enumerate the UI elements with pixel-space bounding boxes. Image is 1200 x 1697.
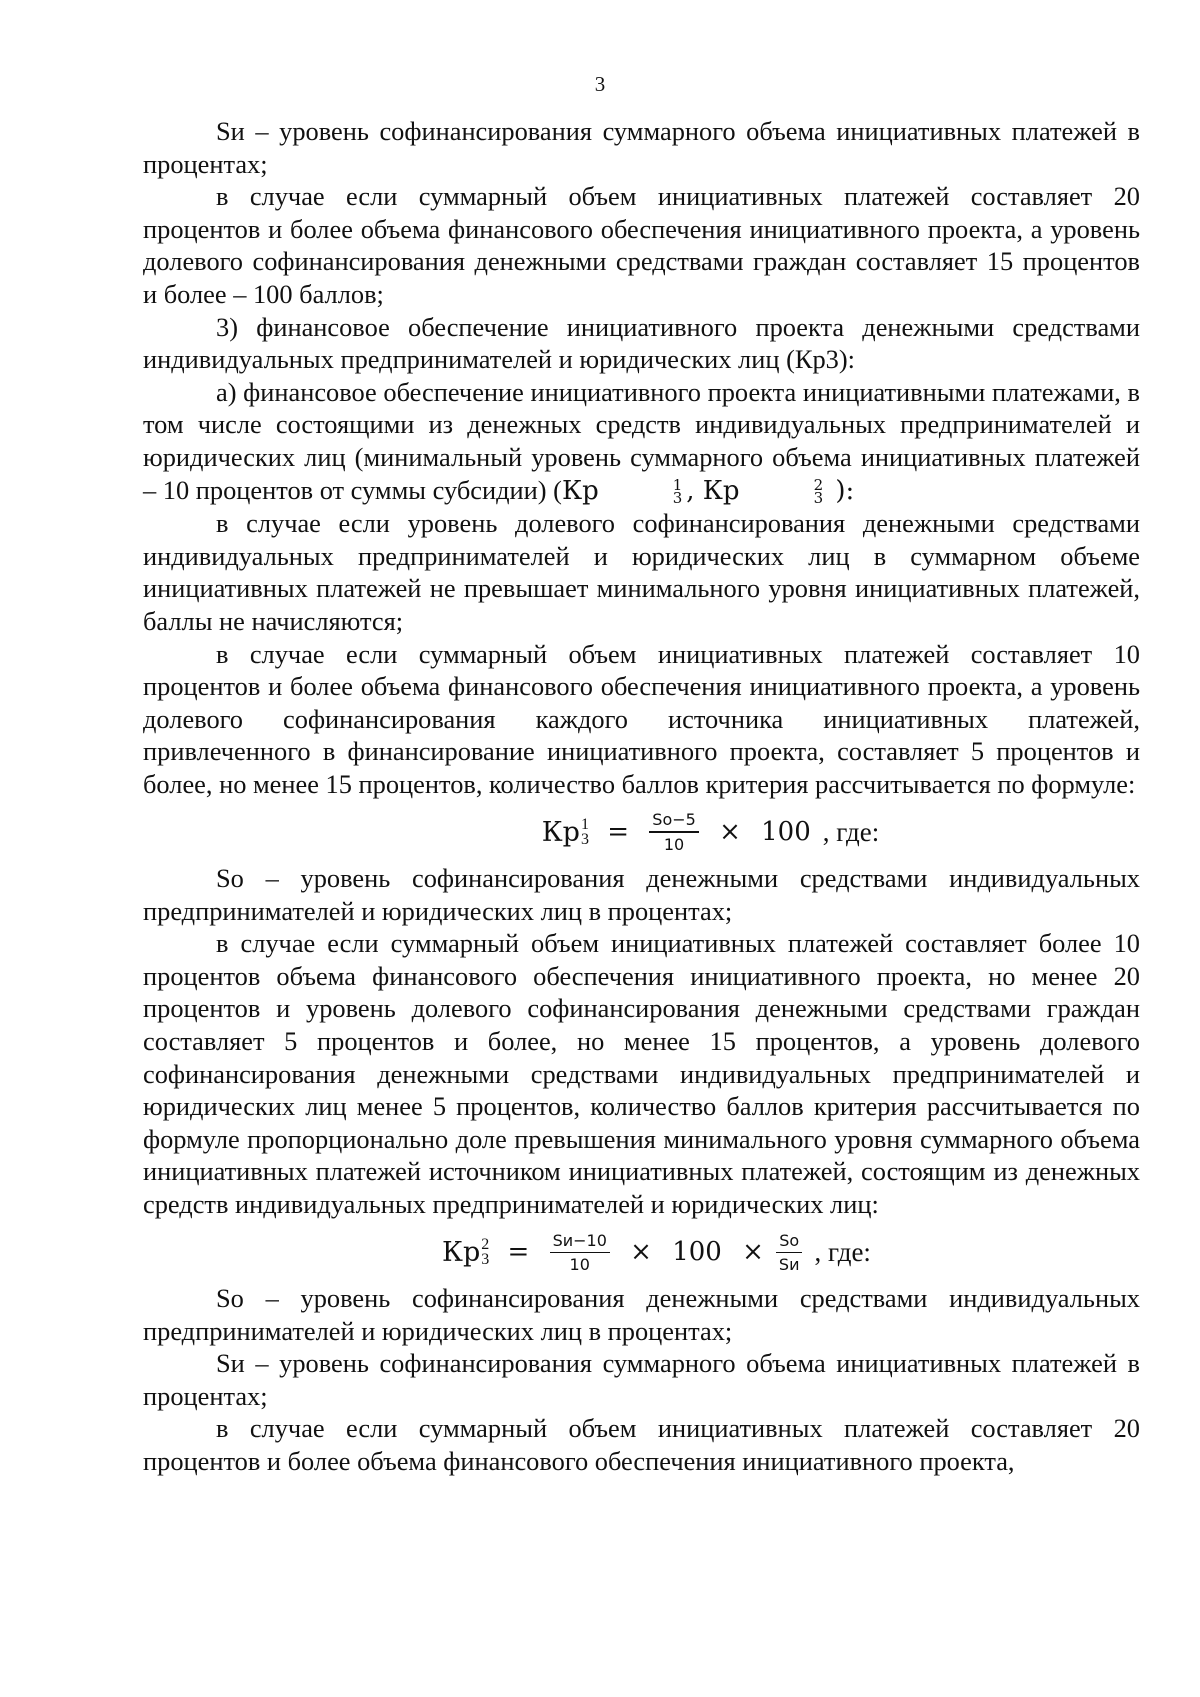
inline-kp-label: Кр bbox=[561, 475, 599, 506]
paragraph: 3) финансовое обеспечение инициативного проекта денежными средствами индивидуальных предпринимателей и юридических лиц (Кр3): bbox=[143, 311, 1140, 375]
paragraph: Sи – уровень софинансирования суммарного объема инициативных платежей в процентах; bbox=[143, 1348, 1140, 1411]
times-sign: × bbox=[621, 1237, 661, 1268]
inline-supsub-2 bbox=[741, 475, 824, 507]
paragraph: Sо – уровень софинансирования денежными средствами индивидуальных предпринимателей и юридических лиц в процентах; bbox=[143, 1283, 1140, 1346]
page-number: 3 bbox=[594, 72, 606, 96]
formula-kp3-2 bbox=[143, 1231, 1140, 1275]
fraction bbox=[649, 810, 699, 854]
paragraph-text: а) финансовое обеспечение инициативного проекта инициативными платежами, в том числе состоящими из денежных средств индивидуальных предпринимателей и юридических лиц (минимальный уровень суммарного объема инициативных платежей – 10 процентов от суммы субсидии) ( bbox=[143, 376, 1140, 505]
fraction-denominator-2: Sи bbox=[778, 1255, 800, 1274]
document-body bbox=[143, 115, 1140, 1478]
inline-subscript-1: 3 bbox=[672, 488, 683, 507]
formula-tail: , где: bbox=[814, 1236, 871, 1267]
equals-sign: = bbox=[499, 1237, 538, 1268]
times-sign: × bbox=[710, 817, 750, 848]
paragraph: в случае если суммарный объем инициативных платежей составляет более 10 процентов объема финансового обеспечения инициативного проекта, но менее 20 процентов и уровень долевого софинансирования денежными средствами граждан составляет 5 процентов и более, но менее 15 процентов, а уровень долевого софинансирования денежными средствами индивидуальных предпринимателей и юридических лиц менее 5 процентов, количество баллов критерия рассчитывается по формуле пропорционально доле превышения минимального уровня суммарного объема инициативных платежей источником инициативных платежей, состоящим из денежных средств индивидуальных предпринимателей и юридических лиц: bbox=[143, 928, 1140, 1219]
formula-subscript: 3 bbox=[580, 831, 589, 849]
formula-kp3-1 bbox=[143, 810, 1140, 854]
paragraph: Sи – уровень софинансирования суммарного объема инициативных платежей в процентах; bbox=[143, 116, 1140, 179]
formula-lhs-indices bbox=[481, 1237, 489, 1267]
formula-tail: , где: bbox=[822, 816, 880, 847]
inline-superscript-2: 2 bbox=[813, 475, 824, 494]
formula-lhs: Кр bbox=[442, 1236, 481, 1268]
fraction-2 bbox=[776, 1231, 803, 1275]
formula-superscript: 2 bbox=[481, 1236, 490, 1254]
inline-supsub-1 bbox=[600, 475, 683, 507]
inline-superscript-1: 1 bbox=[672, 475, 683, 494]
multiplier-value: 100 bbox=[672, 1237, 722, 1268]
fraction-denominator: 10 bbox=[663, 834, 685, 854]
inline-subscript-2: 3 bbox=[813, 488, 824, 507]
inline-formula bbox=[562, 476, 854, 506]
fraction-numerator: Sо−5 bbox=[652, 810, 696, 830]
paragraph: в случае если суммарный объем инициативных платежей составляет 10 процентов и более объема финансового обеспечения инициативного проекта, а уровень долевого софинансирования каждого источника инициативных платежей, привлеченного в финансирование инициативного проекта, составляет 5 процентов и более, но менее 15 процентов, количество баллов критерия рассчитывается по формуле: bbox=[143, 638, 1140, 799]
multiplier-value: 100 bbox=[761, 817, 811, 848]
fraction-numerator-2: Sо bbox=[779, 1230, 800, 1250]
inline-kp-label-2: Кр bbox=[702, 475, 740, 506]
paragraph: в случае если уровень долевого софинансирования денежными средствами индивидуальных предпринимателей и юридических лиц в суммарном объеме инициативных платежей не превышает минимального уровня инициативных платежей, баллы не начисляются; bbox=[143, 508, 1140, 636]
formula-superscript: 1 bbox=[580, 816, 589, 834]
formula-lhs-indices bbox=[581, 817, 589, 847]
formula-lhs: Кр bbox=[541, 816, 580, 848]
formula-subscript: 3 bbox=[481, 1251, 490, 1269]
inline-end: ): bbox=[827, 475, 855, 506]
paragraph-with-inline-formula bbox=[143, 376, 1140, 507]
equals-sign: = bbox=[598, 817, 638, 848]
times-sign-2: × bbox=[733, 1237, 764, 1268]
paragraph: в случае если суммарный объем инициативных платежей составляет 20 процентов и более объема финансового обеспечения инициативного проекта, bbox=[143, 1413, 1140, 1476]
fraction-numerator: Sи−10 bbox=[552, 1230, 607, 1250]
fraction bbox=[550, 1231, 610, 1275]
fraction-denominator: 10 bbox=[569, 1255, 590, 1274]
paragraph: Sо – уровень софинансирования денежными средствами индивидуальных предпринимателей и юридических лиц в процентах; bbox=[143, 862, 1140, 926]
inline-comma: , bbox=[686, 475, 703, 506]
paragraph: в случае если суммарный объем инициативных платежей составляет 20 процентов и более объема финансового обеспечения инициативного проекта, а уровень долевого софинансирования денежными средствами граждан составляет 15 процентов и более – 100 баллов; bbox=[143, 181, 1140, 309]
